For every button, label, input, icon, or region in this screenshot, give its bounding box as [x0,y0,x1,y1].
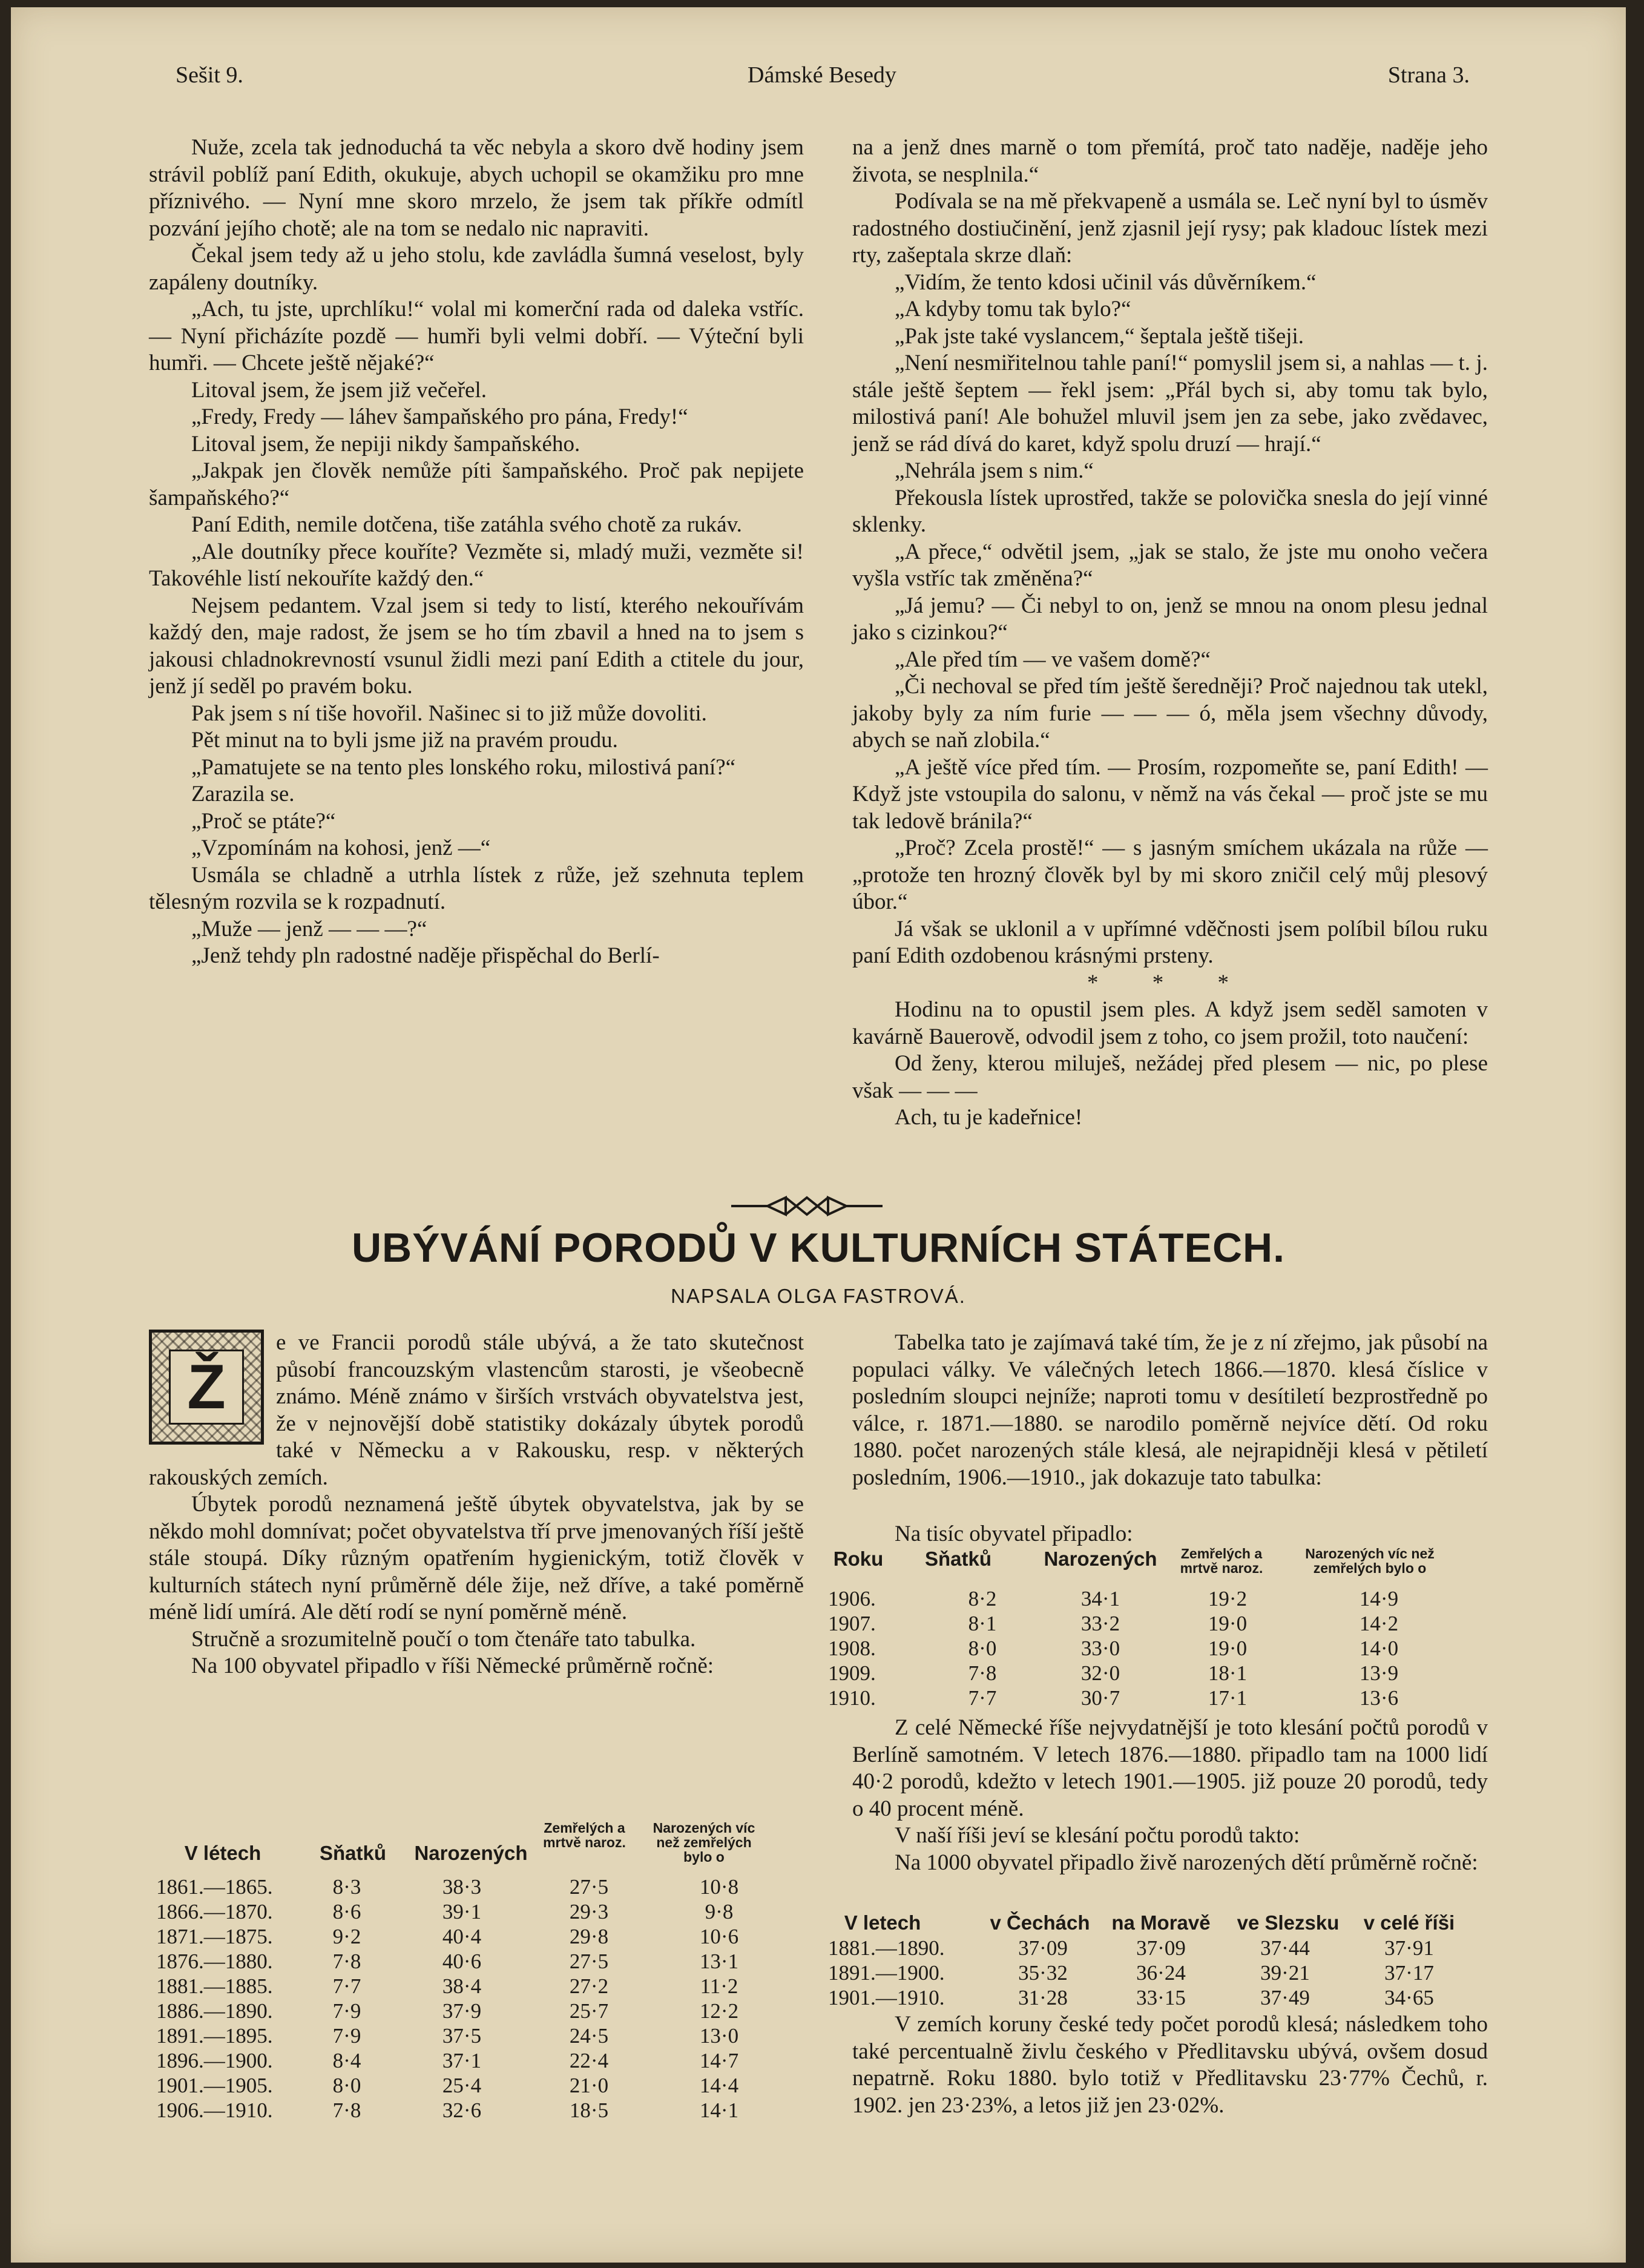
table-cell: 33·0 [1080,1636,1120,1660]
table-row [156,2023,792,2048]
births-table-austria-1881-1910 [828,1936,1470,2010]
table-row [156,1899,792,1924]
table-cell: 13·9 [1359,1661,1399,1685]
table2-header: Sňatků [924,1548,992,1570]
table-cell: 7·9 [332,1999,361,2023]
table-cell: 37·49 [1260,1985,1310,2009]
story-paragraph: „Pamatujete se na tento ples lonského roku, milostivá paní?“ [191,754,736,780]
table-cell: 27·2 [569,1974,609,1998]
table-cell: 1891.—1895. [156,2023,273,2048]
table-cell: 14·7 [699,2048,739,2072]
table-cell: 25·4 [442,2073,482,2097]
table-cell: 38·3 [442,1874,482,1899]
table-cell: 21·0 [569,2073,609,2097]
table-cell: 18·5 [569,2098,609,2122]
story-paragraph: Já však se uklonil a v upřímné vděčnosti jsem políbil bílou ruku paní Edith ozdobenou krásnými prsteny. [852,916,1488,968]
table-cell: 30·7 [1080,1686,1120,1710]
table-cell: 1908. [828,1636,876,1660]
table-cell: 24·5 [569,2023,609,2048]
table-cell: 14·0 [1359,1636,1399,1660]
table-cell: 32·0 [1080,1661,1120,1685]
article-right-column-top [852,1330,1488,1491]
story-paragraph: „Není nesmiřitelnou tahle paní!“ pomyslil jsem si, a nahlas — t. j. stále ještě šeptem — řekl jsem: „Přál bych si, aby tomu tak bylo, milostivá paní! Ale bohužel mluvil jsem jen za sebe, jako zvědavec, jenž se rád dívá do karet, když spolu druzí — hrají.“ [852,351,1488,457]
story-paragraph: Pět minut na to byli jsme již na pravém proudu. [191,728,618,753]
story-paragraph: Podívala se na mě překvapeně a usmála se. Leč nyní byl to úsměv radostného dostiučinění, jenž zjasnil její rysy; pak kladouc lístek mezi rty, zašeptala skrze dlaň: [852,189,1488,268]
table-cell: 14·2 [1359,1611,1399,1635]
table1-header: Zemřelých a mrtvě naroz. [543,1820,626,1850]
table-cell: 14·4 [699,2073,739,2097]
story-paragraph: Ach, tu je kadeřnice! [895,1105,1083,1130]
table-row [156,1949,792,1974]
story-paragraph: Hodinu na to opustil jsem ples. A když jsem seděl samoten v kavárně Bauerově, odvodil jsem z toho, co jsem prožil, toto naučení: [852,997,1488,1049]
story-paragraph: „Já jemu? — Či nebyl to on, jenž se mnou na onom plesu jednal jako s cizinkou?“ [852,593,1488,645]
article-paragraph: Tabelka tato je zajímavá také tím, že je z ní zřejmo, jak působí na populaci války. Ve válečných letech 1866.—1870. klesá číslice v posledním sloupci nejníže; naproti tomu v desítiletí bezprostředně po válce, r. 1871.—1880. se narodilo poměrně nejvíce dětí. Od roku 1880. počet narozených stále klesá, ale nejrapidněji klesá v pětiletí posledním, 1906.—1910., jak dokazuje tato tabulka: [852,1330,1488,1490]
table-cell: 19·2 [1208,1586,1248,1610]
table-cell: 1906.—1910. [156,2098,273,2122]
story-paragraph: Zarazila se. [191,782,295,806]
table-cell: 1881.—1885. [156,1974,273,1998]
article-paragraph: Na 1000 obyvatel připadlo živě narozených dětí průměrně ročně: [895,1850,1478,1875]
table-cell: 17·1 [1208,1686,1248,1710]
article-paragraph: Na 100 obyvatel připadlo v říši Německé průměrně ročně: [191,1653,714,1678]
table-cell: 1871.—1875. [156,1924,273,1948]
article-paragraph [149,1330,804,1491]
story-paragraph: Nuže, zcela tak jednoduchá ta věc nebyla a skoro dvě hodiny jsem strávil poblíž paní Edith, okukuje, abych uchopil se okamžiku pro mne příznivého. — Nyní mne skoro mrzelo, že jsem tak příkře odmítl pozvání jejího chotě; ale na tom se nedalo nic napraviti. [149,135,804,241]
story-paragraph: „Či nechoval se před tím ještě šeredněji? Proč najednou tak utekl, jakoby byly za ním furie — — — ó, měla jsem všechny důvody, abych se naň zlobila.“ [852,674,1488,753]
table-cell: 25·7 [569,1999,609,2023]
table-row [156,1874,792,1899]
table-row [828,1985,1470,2010]
table3-header: V letech [844,1911,921,1934]
table2-header: Zemřelých a mrtvě naroz. [1180,1546,1263,1576]
table-cell: 13·0 [699,2023,739,2048]
ornament-divider-icon [731,1194,883,1218]
table-cell: 7·8 [968,1661,997,1685]
story-paragraph: „Vzpomínám na kohosi, jenž —“ [191,836,491,860]
table-cell: 37·5 [442,2023,482,2048]
story-right-column [852,134,1488,1132]
table-cell: 9·8 [705,1899,734,1924]
story-paragraph: „Vidím, že tento kdosi učinil vás důvěrníkem.“ [895,269,1317,295]
story-left-column [149,134,804,970]
table2-header: Roku [833,1548,884,1570]
table-cell: 27·5 [569,1874,609,1899]
table-cell: 40·6 [442,1949,482,1973]
magazine-page [11,7,1626,2263]
table-row [156,2073,792,2098]
article-right-column-bottom [852,2011,1488,2119]
table-cell: 27·5 [569,1949,609,1973]
table3-header: v Čechách [990,1911,1090,1934]
table-row [828,1960,1470,1985]
story-paragraph: „Ale doutníky přece kouříte? Vezměte si, mladý muži, vezměte si! Takovéhle listí nekouříte každý den.“ [149,539,804,591]
magazine-title: Dámské Besedy [748,62,896,88]
table-cell: 37·09 [1018,1936,1068,1960]
table-cell: 34·1 [1080,1586,1120,1610]
story-paragraph: Od ženy, kterou miluješ, nežádej před plesem — nic, po plese však — — — [852,1051,1488,1103]
table-row [156,1999,792,2023]
story-paragraph: „A přece,“ odvětil jsem, „jak se stalo, že jste mu onoho večera vyšla vstříc tak změněna?“ [852,539,1488,591]
table2-caption: Na tisíc obyvatel připadlo: [895,1521,1133,1546]
article-paragraph: V naší říši jeví se klesání počtu porodů takto: [895,1823,1300,1848]
story-paragraph: „Ach, tu jste, uprchlíku!“ volal mi komerční rada od daleka vstříc. — Nyní přicházíte pozdě — humři byli velmi dobří. — Výteční byli humři. — Chcete ještě nějaké?“ [149,297,804,375]
issue-number: Sešit 9. [176,62,243,88]
table1-header: Narozených [414,1842,528,1864]
table-cell: 18·1 [1208,1661,1248,1685]
table-cell: 37·09 [1136,1936,1186,1960]
table-row [156,2098,792,2123]
table3-header: ve Slezsku [1237,1911,1340,1934]
table-row [828,1661,1470,1686]
table-cell: 22·4 [569,2048,609,2072]
table-cell: 8·3 [332,1874,361,1899]
table-cell: 39·1 [442,1899,482,1924]
story-paragraph: Paní Edith, nemile dotčena, tiše zatáhla svého chotě za rukáv. [191,512,742,537]
table3-header: v celé říši [1363,1911,1455,1934]
story-paragraph: Překousla lístek uprostřed, takže se polovička snesla do její vinné sklenky. [852,485,1488,537]
story-paragraph: „Nehrála jsem s nim.“ [895,458,1094,483]
story-paragraph: „Jakpak jen člověk nemůže píti šampaňského. Proč pak nepijete šampaňského?“ [149,458,804,510]
table-cell: 7·9 [332,2023,361,2048]
table3-header: na Moravě [1111,1911,1211,1934]
table-cell: 8·0 [968,1636,997,1660]
table-cell: 7·7 [332,1974,361,1998]
table-cell: 1876.—1880. [156,1949,273,1973]
table-cell: 32·6 [442,2098,482,2122]
table-cell: 29·3 [569,1899,609,1924]
story-paragraph: „Proč? Zcela prostě!“ — s jasným smíchem ukázala na růže — „protože ten hrozný člověk byl by mi skoro zničil celý můj plesový úbor.“ [852,836,1488,914]
table-cell: 33·15 [1136,1985,1186,2009]
table-row [156,1974,792,1999]
table-cell: 1861.—1865. [156,1874,273,1899]
table-row [828,1586,1470,1611]
story-paragraph: „Muže — jenž — — —?“ [191,916,427,941]
table-row [156,1924,792,1949]
article-paragraph: Z celé Německé říše nejvydatnější je toto klesání počtů porodů v Berlíně samotném. V letech 1876.—1880. připadlo tam na 1000 lidí 40·2 porodů, kdežto v letech 1901.—1905. již pouze 20 porodů, tedy o 40 procent méně. [852,1715,1488,1821]
story-paragraph: „Fredy, Fredy — láhev šampaňského pro pána, Fredy!“ [191,404,688,429]
table-cell: 14·1 [699,2098,739,2122]
table-cell: 7·8 [332,2098,361,2122]
table-cell: 7·8 [332,1949,361,1973]
article-left-column [149,1330,804,1680]
article-paragraph: Úbytek porodů neznamená ještě úbytek obyvatelstva, jak by se někdo mohl domnívat; počet obyvatelstva tří prve jmenovaných říší ještě stále stoupá. Díky různým opatřením hygienickým, totiž člověk v kulturních státech nyní průměrně déle žije, než dříve, a také poměrně méně lidí umírá. Ale dětí rodí se nyní poměrně méně. [149,1492,804,1624]
story-paragraph: Litoval jsem, že jsem již večeřel. [191,377,487,403]
table-cell: 1866.—1870. [156,1899,273,1924]
table-cell: 1891.—1900. [828,1960,945,1985]
table-row [156,2048,792,2073]
table-cell: 40·4 [442,1924,482,1948]
table1-header: V létech [184,1842,261,1864]
table-cell: 1896.—1900. [156,2048,273,2072]
table-cell: 39·21 [1260,1960,1310,1985]
table1-header: Narozených víc než zemřelých bylo o [653,1820,755,1865]
table-cell: 1886.—1890. [156,1999,273,2023]
table-cell: 8·2 [968,1586,997,1610]
table-cell: 7·7 [968,1686,997,1710]
table-row [828,1936,1470,1960]
table-cell: 10·8 [699,1874,739,1899]
article-right-column-middle [852,1715,1488,1876]
table-row [828,1636,1470,1661]
table-cell: 31·28 [1018,1985,1068,2009]
table-cell: 35·32 [1018,1960,1068,1985]
table-cell: 9·2 [332,1924,361,1948]
births-table-germany-1861-1910 [156,1874,792,2123]
table-cell: 36·24 [1136,1960,1186,1985]
table-cell: 8·6 [332,1899,361,1924]
page-number: Strana 3. [1387,62,1470,88]
table-cell: 12·2 [699,1999,739,2023]
table-cell: 1909. [828,1661,876,1685]
article-byline: NAPSALA OLGA FASTROVÁ. [671,1285,966,1307]
article-first-paragraph-text: e ve Francii porodů stále ubývá, a že tato skutečnost působí francouzským vlastencům starosti, je všeobecně známo. Méně známo v širších vrstvách obyvatelstva jest, že v nejnovější době statistiky dokázaly úbytek porodů také v Německu a v Rakousku, resp. v některých rakouských zemích. [149,1330,804,1490]
table-cell: 10·6 [699,1924,739,1948]
section-stars: * * * [1087,970,1253,995]
table-cell: 19·0 [1208,1636,1248,1660]
table-cell: 1881.—1890. [828,1936,945,1960]
table1-header: Sňatků [319,1842,387,1864]
article-title: UBÝVÁNÍ PORODŮ V KULTURNÍCH STÁTECH. [351,1225,1286,1271]
table2-header: Narozených víc než zemřelých bylo o [1305,1546,1435,1576]
article-paragraph: Stručně a srozumitelně poučí o tom čtenáře tato tabulka. [191,1626,696,1652]
story-paragraph: „Ale před tím — ve vašem domě?“ [895,647,1211,672]
table-cell: 38·4 [442,1974,482,1998]
table-cell: 8·4 [332,2048,361,2072]
births-table-germany-1906-1910 [828,1586,1470,1710]
story-paragraph: „Jenž tehdy pln radostné naděje přispěchal do Berlí- [191,943,660,968]
table-cell: 33·2 [1080,1611,1120,1635]
story-paragraph: Nejsem pedantem. Vzal jsem si tedy to listí, kterého nekouřívám každý den, maje radost, že jsem se ho tím zbavil a hned na to jsem s jakousi chladnokrevností vsunul židli mezi paní Edith a ctitele du jour, jenž jí seděl po pravém boku. [149,593,804,699]
table-cell: 13·1 [699,1949,739,1973]
story-paragraph: Čekal jsem tedy až u jeho stolu, kde zavládla šumná veselost, byly zapáleny doutníky. [149,243,804,295]
table-cell: 19·0 [1208,1611,1248,1635]
story-paragraph: „A kdyby tomu tak bylo?“ [895,297,1131,321]
story-paragraph: Litoval jsem, že nepiji nikdy šampaňského. [191,431,580,457]
story-paragraph: Pak jsem s ní tiše hovořil. Našinec si to již může dovoliti. [191,701,707,726]
table-cell: 8·0 [332,2073,361,2097]
table-cell: 37·9 [442,1999,482,2023]
table-cell: 11·2 [700,1974,738,1998]
table-row [828,1611,1470,1636]
drop-cap-space [149,1330,276,1449]
table-cell: 37·44 [1260,1936,1310,1960]
table2-header: Narozených [1044,1548,1157,1570]
table-cell: 1906. [828,1586,876,1610]
table-cell: 8·1 [968,1611,997,1635]
table-cell: 29·8 [569,1924,609,1948]
story-paragraph: na a jenž dnes marně o tom přemítá, proč tato naděje, naděje jeho života, se nesplnila.“ [852,135,1488,187]
table-cell: 14·9 [1359,1586,1399,1610]
table-row [828,1686,1470,1710]
table-cell: 1907. [828,1611,876,1635]
drop-cap-letter: Ž [169,1350,244,1425]
table-cell: 37·17 [1384,1960,1434,1985]
story-paragraph: „Proč se ptáte?“ [191,808,336,834]
table-cell: 13·6 [1359,1686,1399,1710]
table-cell: 37·1 [442,2048,482,2072]
story-paragraph: Usmála se chladně a utrhla lístek z růže, jež szehnuta teplem tělesným rozvila se k rozpadnutí. [149,862,804,914]
table-cell: 1910. [828,1686,876,1710]
article-paragraph: V zemích koruny české tedy počet porodů klesá; následkem toho také percentualně živlu českého v Předlitavsku ubývá, ovšem dosud nepatrně. Roku 1880. bylo totiž v Předlitavsku 23·77% Čechů, r. 1902. jen 23·23%, a letos již jen 23·02%. [852,2012,1488,2118]
story-paragraph: „A ještě více před tím. — Prosím, rozpomeňte se, paní Edith! — Když jste vstoupila do salonu, v němž na vás čekal — proč jste se mu tak ledově bránila?“ [852,754,1488,834]
table-cell: 1901.—1905. [156,2073,273,2097]
table-cell: 34·65 [1384,1985,1434,2009]
table-cell: 37·91 [1384,1936,1434,1960]
table-cell: 1901.—1910. [828,1985,945,2009]
story-paragraph: „Pak jste také vyslancem,“ šeptala ještě tišeji. [895,323,1304,349]
